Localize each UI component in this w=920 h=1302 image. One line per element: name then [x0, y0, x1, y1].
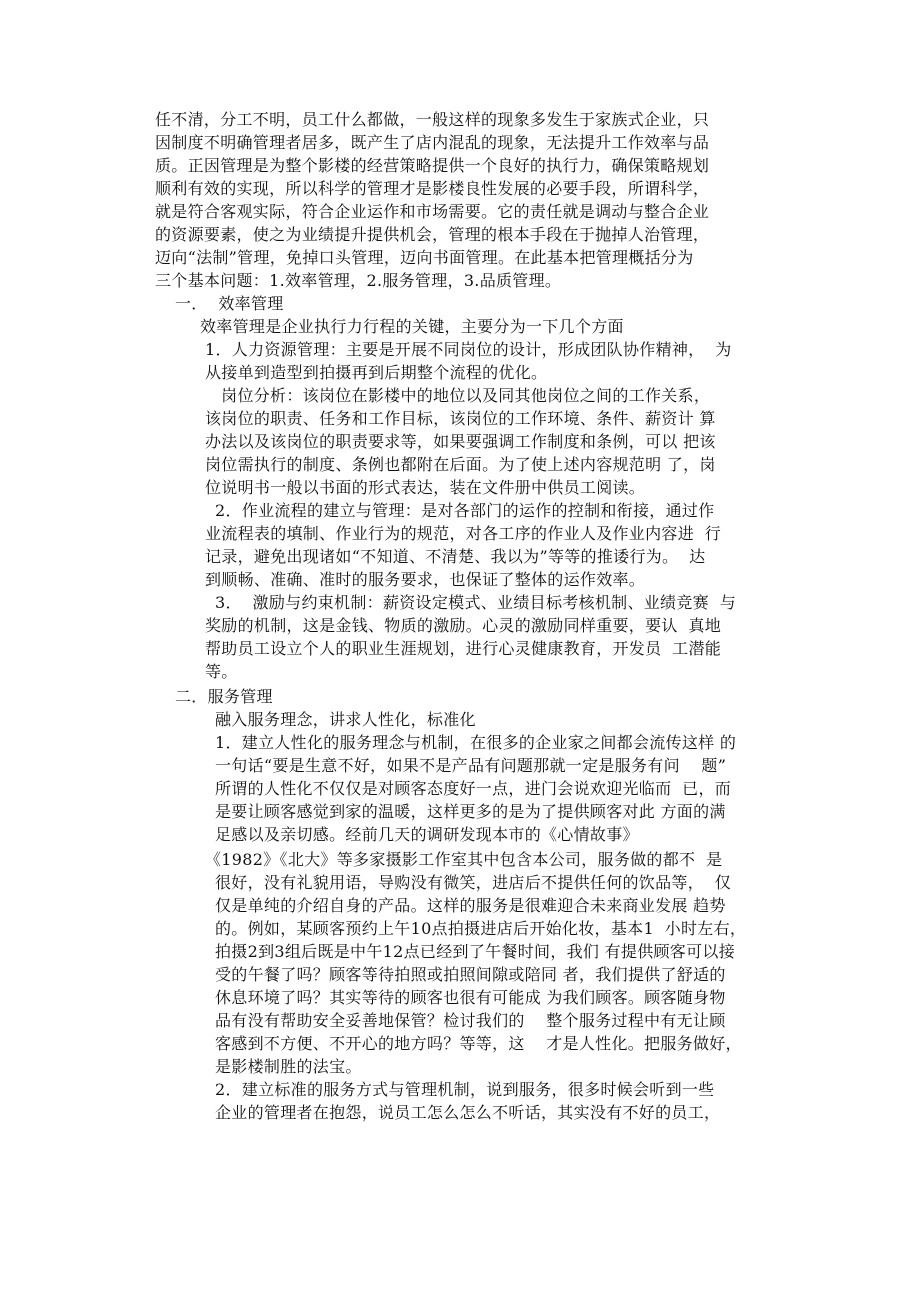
text-line: 仅是单纯的介绍自身的产品。这样的服务是很难迎合未来商业发展 趋势 [215, 896, 726, 915]
text-line: 就是符合客观实际，符合企业运作和市场需要。它的责任就是调动与整合企业 [155, 202, 710, 221]
text-line: 休息环境了吗？其实等待的顾客也很有可能成 为我们顾客。顾客随身物 [215, 988, 726, 1007]
text-line: 任不清，分工不明，员工什么都做，一般这样的现象多发生于家族式企业，只 [155, 110, 710, 129]
text-line: 位说明书一般以书面的形式表达，装在文件册中供员工阅读。 [205, 478, 646, 497]
text-line: 2．建立标准的服务方式与管理机制，说到服务，很多时候会听到一些 [215, 1080, 715, 1099]
text-line: 质。正因管理是为整个影楼的经营策略提供一个良好的执行力，确保策略规划 [155, 156, 710, 175]
text-line: 1．人力资源管理：主要是开展不同岗位的设计，形成团队协作精神， 为 [205, 340, 732, 359]
text-line: 迈向“法制”管理，免掉口头管理，迈向书面管理。在此基本把管理概括分为 [155, 248, 694, 267]
text-line: 顺利有效的实现，所以科学的管理才是影楼良性发展的必要手段，所谓科学， [155, 179, 710, 198]
text-line: 奖励的机制，这是金钱、物质的激励。心灵的激励同样重要，要认 真地 [205, 616, 722, 635]
text-line: 等。 [205, 662, 238, 681]
text-line: 融入服务理念，讲求人性化，标准化 [215, 710, 476, 729]
text-line: 从接单到造型到拍摄再到后期整个流程的优化。 [205, 363, 548, 382]
text-line: 《1982》《北大》等多家摄影工作室其中包含本公司，服务做的都不 是 [205, 850, 723, 869]
text-line: 办法以及该岗位的职责要求等，如果要强调工作制度和条例，可以 把该 [205, 432, 716, 451]
text-line: 是影楼制胜的法宝。 [215, 1057, 362, 1076]
text-line: 效率管理是企业执行力行程的关键，主要分为一下几个方面 [200, 317, 624, 336]
text-line: 岗位分析：该岗位在影楼中的地位以及同其他岗位之间的工作关系， [205, 386, 711, 405]
text-line: 2．作业流程的建立与管理：是对各部门的运作的控制和衔接，通过作 [215, 501, 715, 520]
text-line: 记录，避免出现诸如“不知道、不清楚、我以为”等等的推诿行为。 达 [205, 547, 706, 566]
text-line: 1．建立人性化的服务理念与机制，在很多的企业家之间都会流传这样 的 [215, 733, 737, 752]
text-line: 一句话“要是生意不好，如果不是产品有问题那就一定是服务有问 题” [215, 756, 727, 775]
text-line: 到顺畅、准确、准时的服务要求，也保证了整体的运作效率。 [205, 570, 646, 589]
text-line: 因制度不明确管理者居多，既产生了店内混乱的现象，无法提升工作效率与品 [155, 133, 710, 152]
text-line: 拍摄2到3组后既是中午12点已经到了午餐时间，我们 有提供顾客可以接 [215, 942, 736, 961]
text-line: 业流程表的填制、作业行为的规范，对各工序的作业人及作业内容进 行 [205, 524, 722, 543]
text-line: 该岗位的职责、任务和工作目标，该岗位的工作环境、条件、薪资计 算 [205, 409, 716, 428]
text-line: 受的午餐了吗？顾客等待拍照或拍照间隙或陪同 者，我们提供了舒适的 [215, 965, 726, 984]
text-line: 很好，没有礼貌用语，导购没有微笑，进店后不提供任何的饮品等， 仅 [215, 873, 732, 892]
text-line: 品有没有帮助安全妥善地保管？检讨我们的 整个服务过程中有无让顾 [215, 1011, 726, 1030]
section-heading: 一． 效率管理 [175, 294, 284, 313]
text-line: 所谓的人性化不仅仅是对顾客态度好一点，进门会说欢迎光临而 已，而 [215, 779, 732, 798]
text-line: 岗位需执行的制度、条例也都附在后面。为了使上述内容规范明 了，岗 [205, 455, 716, 474]
text-line: 客感到不方便、不开心的地方吗？等等，这 才是人性化。把服务做好， [215, 1034, 742, 1053]
section-heading: 二．服务管理 [175, 687, 273, 706]
text-line: 3． 激励与约束机制：薪资设定模式、业绩目标考核机制、业绩竞赛 与 [215, 593, 737, 612]
text-line: 足感以及亲切感。经前几天的调研发现本市的《心情故事》 [215, 825, 639, 844]
text-line: 的。例如，某顾客预约上午10点拍摄进店后开始化妆，基本1 小时左右， [215, 919, 747, 938]
text-line: 是要让顾客感觉到家的温暖，这样更多的是为了提供顾客对此 方面的满 [215, 802, 726, 821]
text-line: 帮助员工设立个人的职业生涯规划，进行心灵健康教育，开发员 工潜能 [205, 639, 722, 658]
text-line: 的资源要素，使之为业绩提升提供机会，管理的根本手段在于抛掉人治管理， [155, 225, 710, 244]
text-line: 企业的管理者在抱怨，说员工怎么怎么不听话，其实没有不好的员工， [215, 1103, 721, 1122]
text-line: 三个基本问题：1.效率管理，2.服务管理，3.品质管理。 [155, 271, 562, 290]
